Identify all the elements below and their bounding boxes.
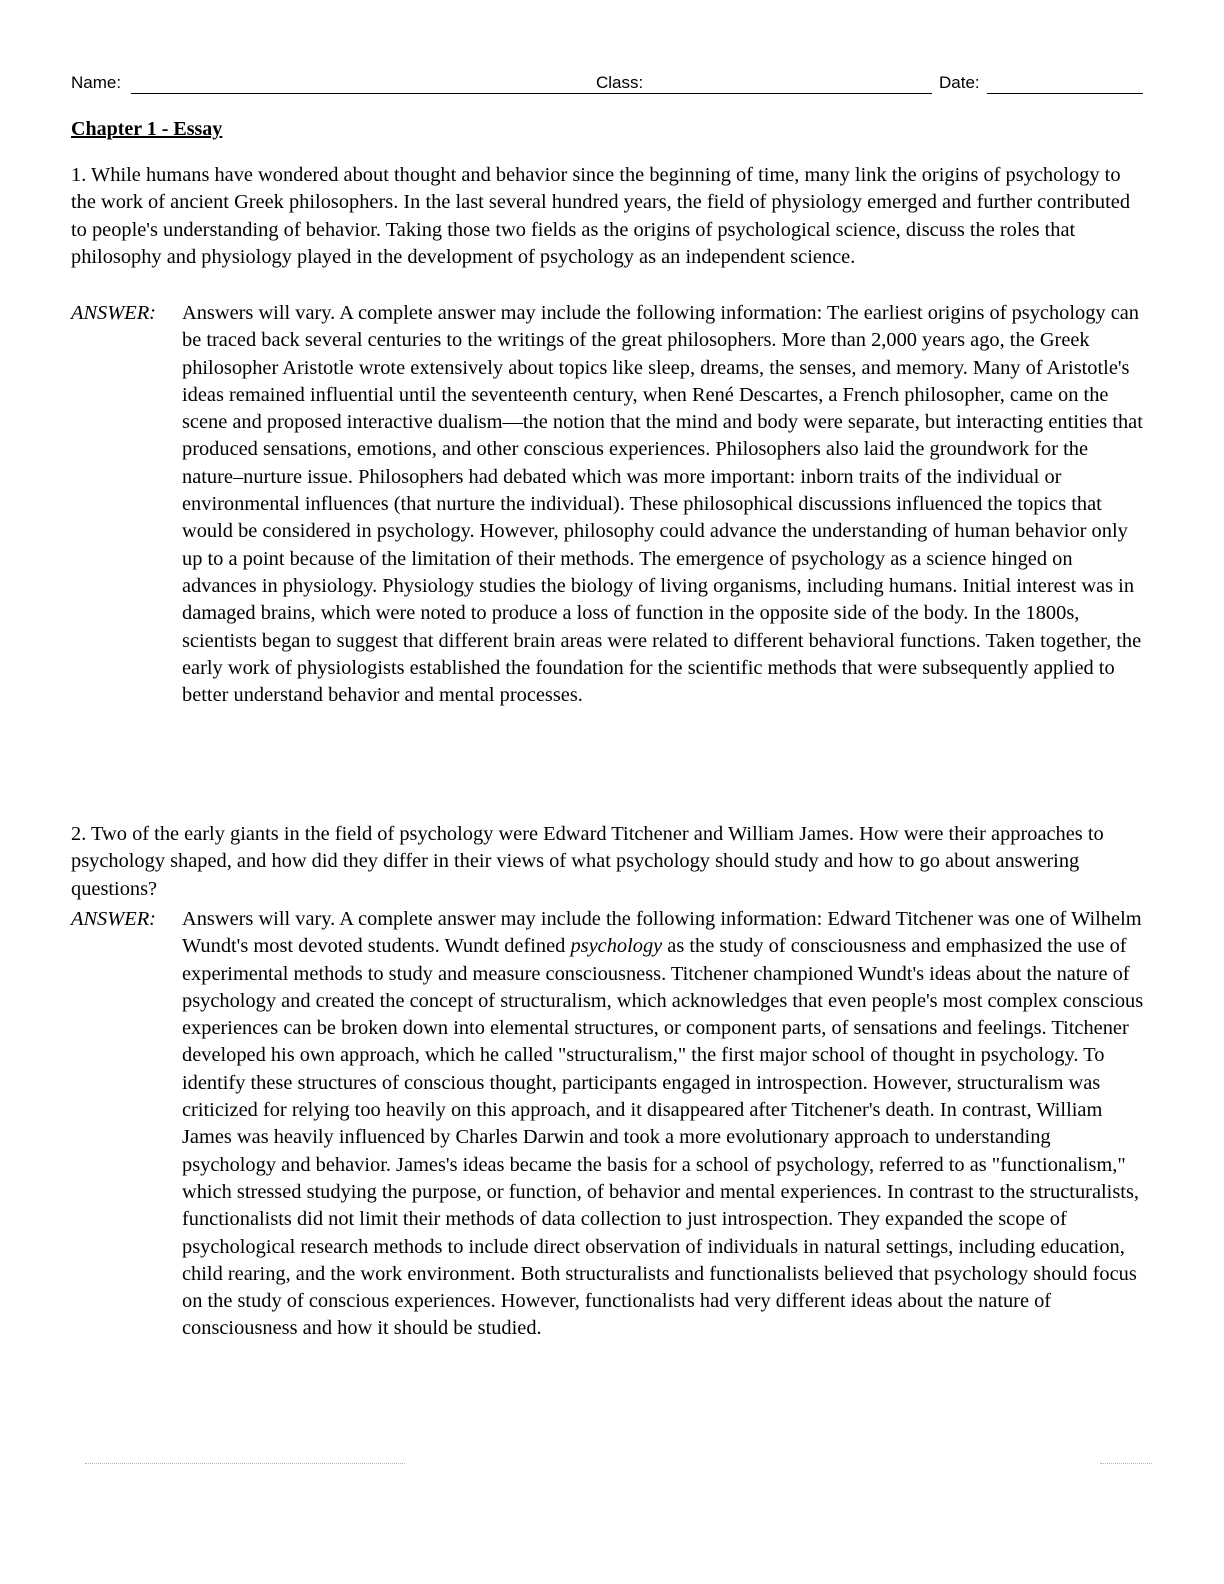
student-info-header [71,72,1143,96]
name-field-line[interactable] [131,93,651,94]
question-2-answer-part-2: as the study of consciousness and emphasized the use of experimental methods to study and measure consciousness. Titchener championed Wundt's ideas about the nature of psychology and created the concept of structuralism, which acknowledges that even people's most complex conscious experiences can be broken down into elemental structures, or component parts, of sensations and feelings. Titchener developed his own approach, which he called "structuralism," the first major school of thought in psychology. To identify these structures of conscious thought, participants engaged in introspection. However, structuralism was criticized for relying too heavily on this approach, and it disappeared after Titchener's death. In contrast, William James was heavily influenced by Charles Darwin and took a more evolutionary approach to understanding psychology and behavior. James's ideas became the basis for a school of psychology, referred to as "functionalism," which stressed studying the purpose, or function, of behavior and mental experiences. In contrast to the structuralists, functionalists did not limit their methods of data collection to just introspection. They expanded the scope of psychological research methods to include direct observation of individuals in natural settings, including education, child rearing, and the work environment. Both structuralists and functionalists believed that psychology should focus on the study of conscious experiences. However, functionalists had very different ideas about the nature of consciousness and how it should be studied. [182,935,1144,1340]
question-2-prompt: 2. Two of the early giants in the field of psychology were Edward Titchener and William James. How were their approaches to psychology shaped, and how did they differ in their views of what psychology should study and how to go about answering questions? [71,823,1104,900]
question-2-answer [182,906,1144,1343]
class-field-line[interactable] [649,93,932,94]
footer-faint-text-right [1100,1463,1152,1466]
date-label: Date: [939,73,980,92]
question-2-answer-label: ANSWER: [71,908,156,930]
question-1-prompt: 1. While humans have wondered about thought and behavior since the beginning of time, many link the origins of psychology to the work of ancient Greek philosophers. In the last several hundred years, the field of physiology emerged and further contributed to people's understanding of behavior. Taking those two fields as the origins of psychological science, discuss the roles that philosophy and physiology played in the development of psychology as an independent science. [71,164,1131,268]
question-1-answer-label: ANSWER: [71,302,156,324]
footer-faint-text-left [85,1463,405,1466]
chapter-title: Chapter 1 - Essay [71,118,223,140]
question-2-answer-part-1: Answers will vary. A complete answer may include the following information: Edward Titchener was one of Wilhelm Wundt's most devoted students. Wundt defined [182,908,1142,958]
question-2-answer-emphasis: psychology [570,935,663,958]
date-field-line[interactable] [987,93,1143,94]
name-label: Name: [71,73,122,92]
question-1-answer: Answers will vary. A complete answer may include the following information: The earliest origins of psychology can be traced back several centuries to the writings of the great philosophers. More than 2,000 years ago, the Greek philosopher Aristotle wrote extensively about topics like sleep, dreams, the senses, and memory. Many of Aristotle's ideas remained influential until the seventeenth century, when René Descartes, a French philosopher, came on the scene and proposed interactive dualism—the notion that the mind and body were separate, but interacting entities that produced sensations, emotions, and other conscious experiences. Philosophers also laid the groundwork for the nature–nurture issue. Philosophers had debated which was more important: inborn traits of the individual or environmental influences (that nurture the individual). These philosophical discussions influenced the topics that would be considered in psychology. However, philosophy could advance the understanding of human behavior only up to a point because of the limitation of their methods. The emergence of psychology as a science hinged on advances in physiology. Physiology studies the biology of living organisms, including humans. Initial interest was in damaged brains, which were noted to produce a loss of function in the opposite side of the body. In the 1800s, scientists began to suggest that different brain areas were related to different behavioral functions. Taken together, the early work of physiologists established the foundation for the scientific methods that were subsequently applied to better understand behavior and mental processes. [182,302,1143,707]
class-label: Class: [596,73,644,92]
